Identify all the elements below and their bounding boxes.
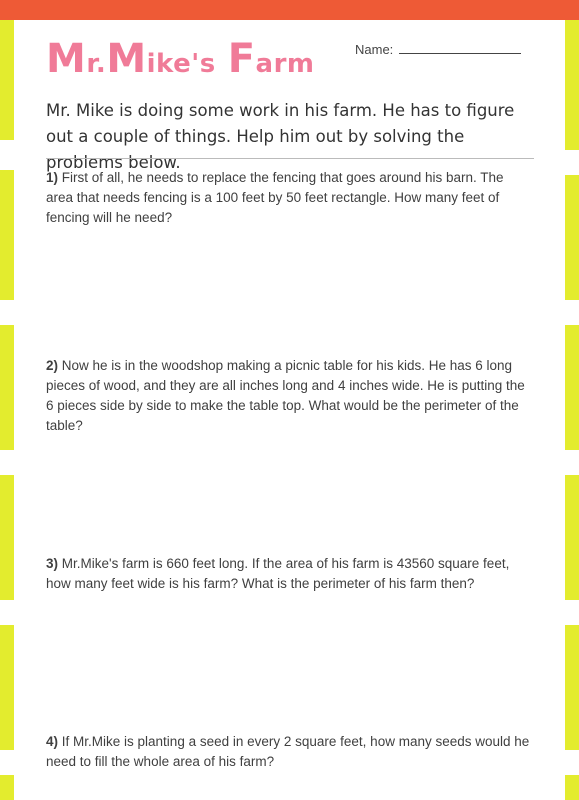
section-divider [46, 158, 534, 159]
right-edge-stripe [565, 20, 579, 150]
right-edge-stripe [565, 475, 579, 600]
left-edge-stripe [0, 475, 14, 600]
question-number: 1) [46, 170, 59, 185]
intro-paragraph: Mr. Mike is doing some work in his farm. He has to figure out a couple of things. Help him out by solving the problems below. [46, 101, 515, 172]
question-text: If Mr.Mike is planting a seed in every 2 square feet, how many seeds would he need to fill the whole area of his farm? [46, 734, 530, 769]
name-blank-line[interactable] [399, 41, 521, 54]
question-4 [46, 732, 532, 772]
question-text: Mr.Mike's farm is 660 feet long. If the area of his farm is 43560 square feet, how many feet wide is his farm? What is the perimeter of his farm then? [46, 556, 510, 591]
question-3 [46, 554, 532, 594]
left-edge-stripe [0, 625, 14, 750]
left-edge-stripe [0, 170, 14, 300]
question-1 [46, 168, 532, 228]
question-number: 2) [46, 358, 59, 373]
name-label: Name: [355, 42, 394, 57]
question-2 [46, 356, 532, 436]
question-text: Now he is in the woodshop making a picnic table for his kids. He has 6 long pieces of wood, and they are all inches long and 4 inches wide. He is putting the 6 pieces side by side to make the table top. What would be the perimeter of the table? [46, 358, 525, 433]
right-edge-stripe [565, 175, 579, 300]
question-number: 4) [46, 734, 59, 749]
top-accent-bar [0, 0, 579, 20]
name-field [355, 41, 521, 57]
worksheet-title: Mr.Mike's Farm [46, 36, 315, 82]
left-edge-stripe [0, 775, 14, 800]
right-edge-stripe [565, 625, 579, 750]
left-edge-stripe [0, 20, 14, 140]
question-number: 3) [46, 556, 59, 571]
question-text: First of all, he needs to replace the fencing that goes around his barn. The area that needs fencing is a 100 feet by 50 feet rectangle. How many feet of fencing will he need? [46, 170, 504, 225]
right-edge-stripe [565, 775, 579, 800]
right-edge-stripe [565, 325, 579, 450]
left-edge-stripe [0, 325, 14, 450]
